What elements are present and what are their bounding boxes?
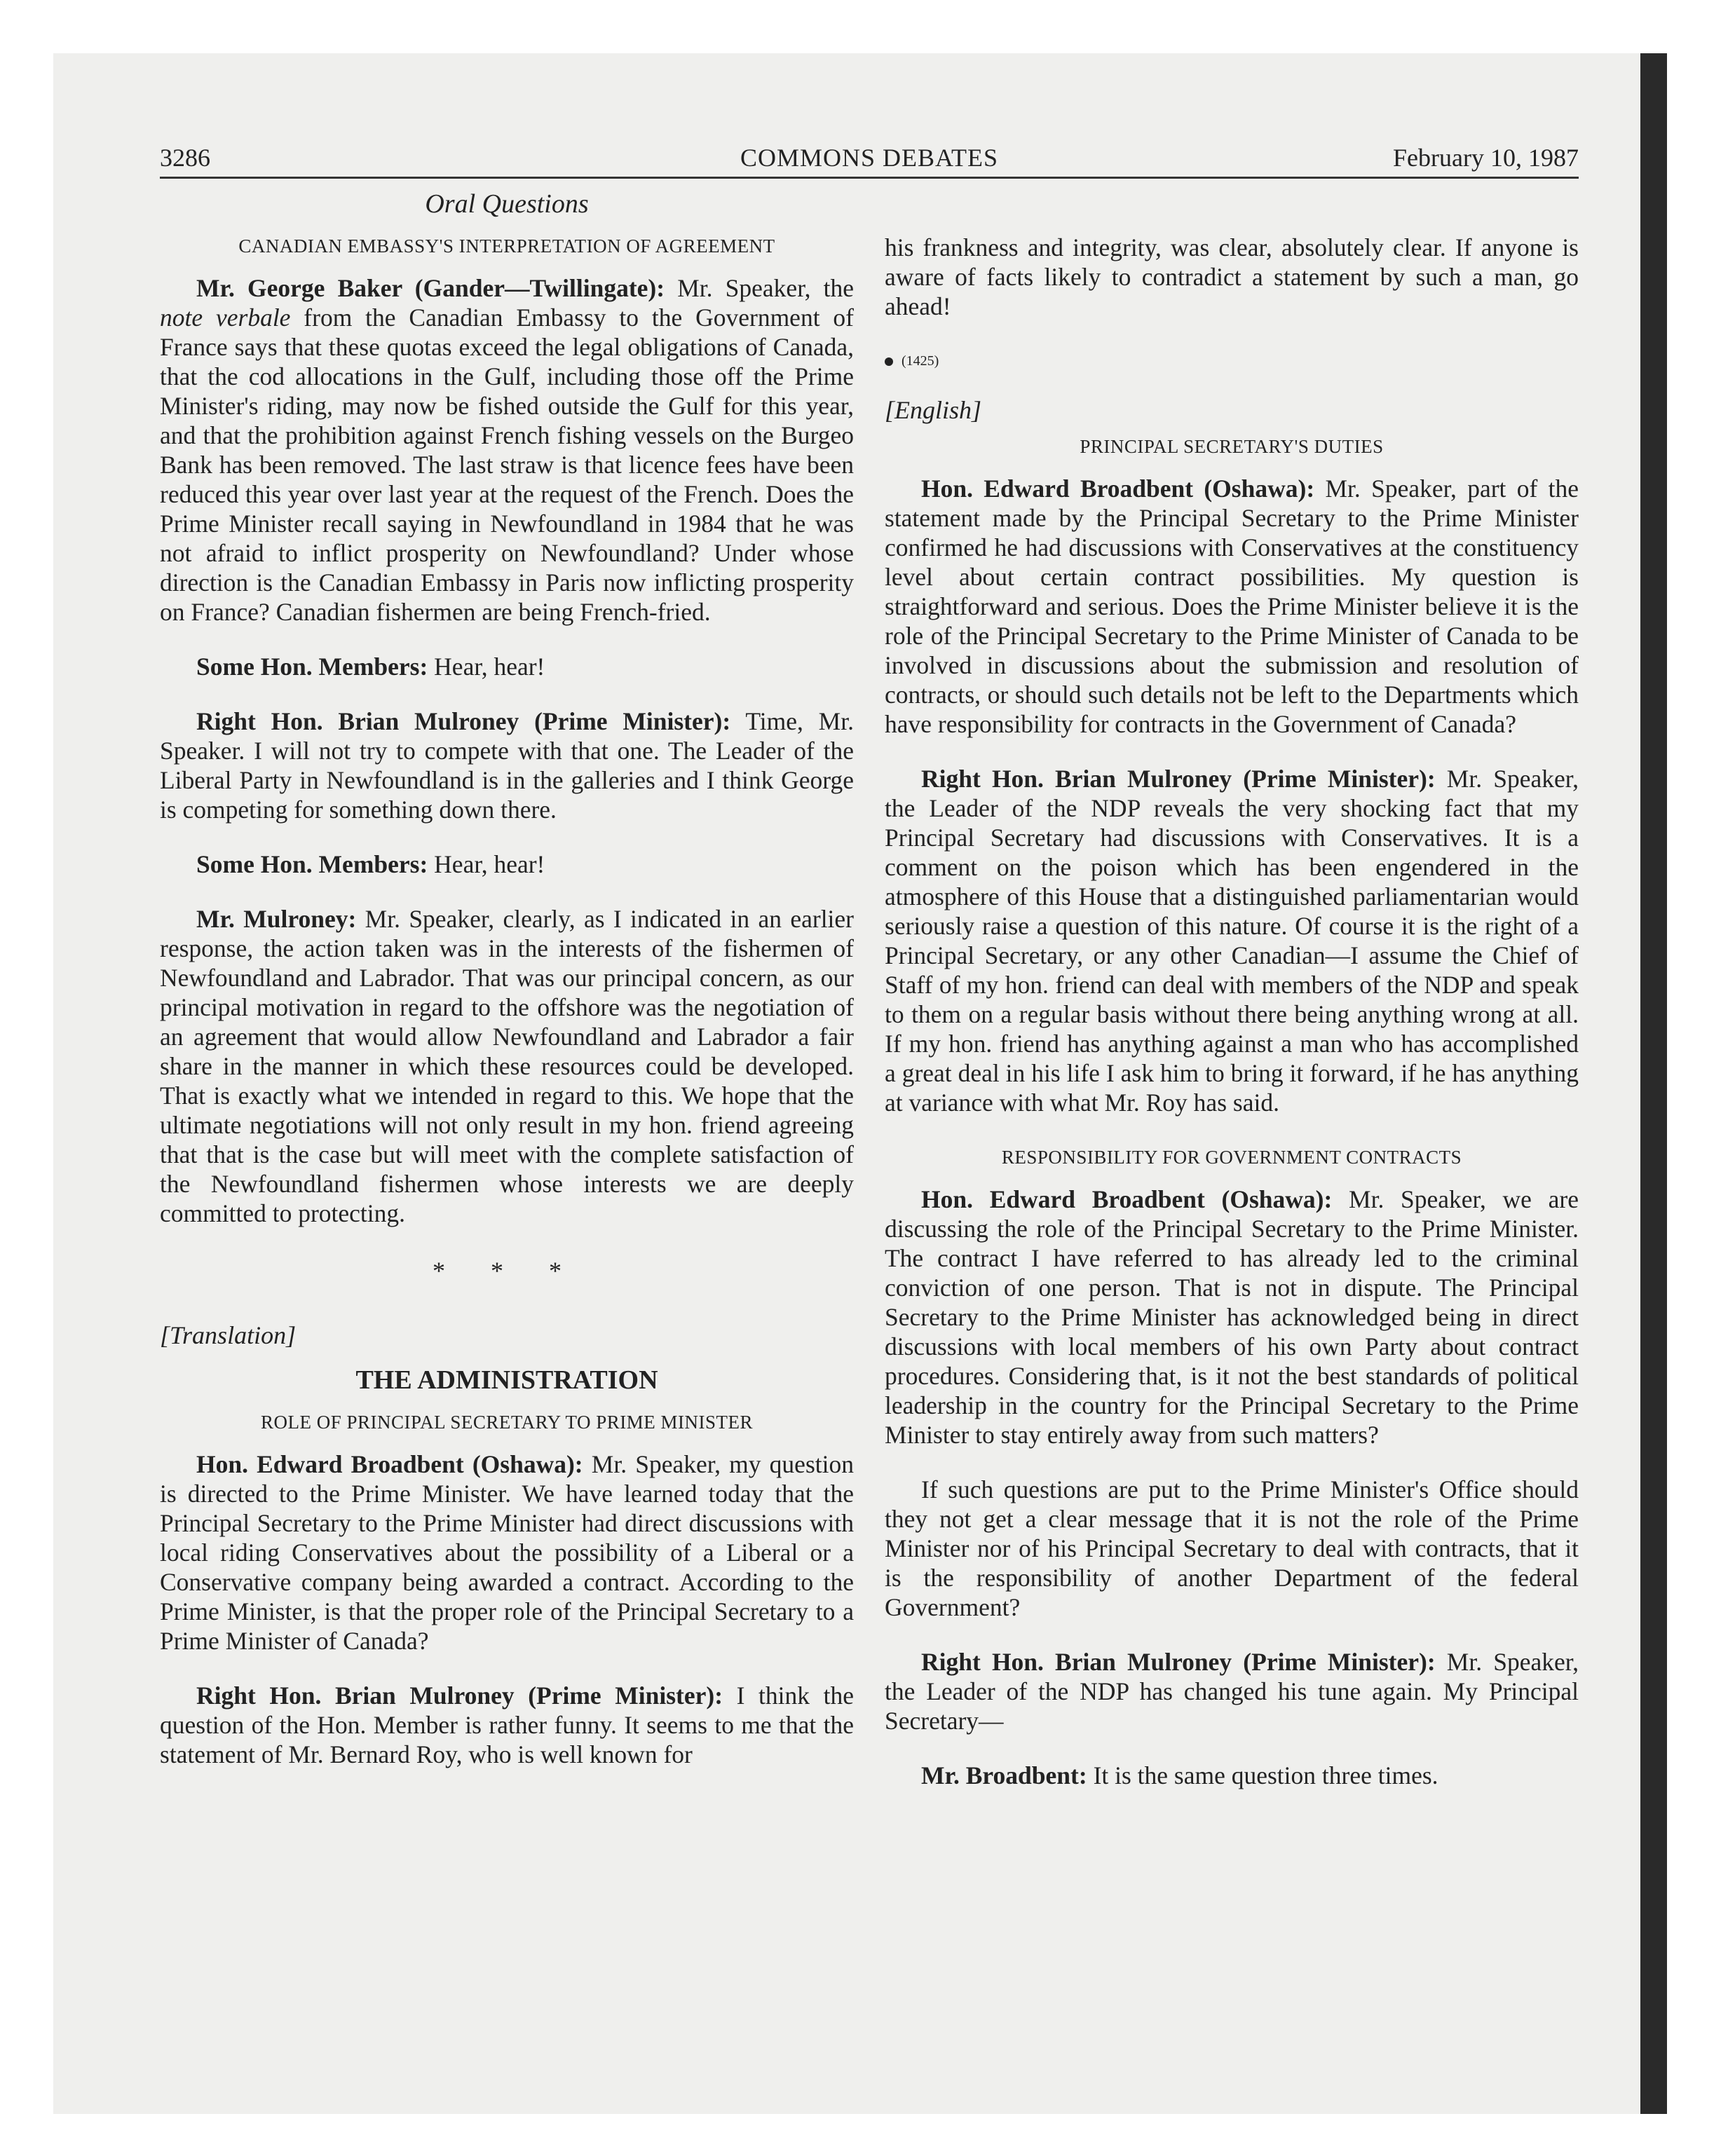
speech-text: Mr. Speaker, the Leader of the NDP reveals the very shocking fact that my Principal Secretary had discussions with Conservatives. It is a comment on the poison which has been engendered in the atmosphere of this House that a distinguished parliamentarian would seriously raise a question of this nature. Of course it is the right of a Principal Secretary, or any other Canadian—I assume the Chief of Staff of my hon. friend can deal with members of the NDP and speak to them on a regular basis without there being anything wrong at all. If my hon. friend has anything against a man who has accomplished a great deal in his life I ask him to bring it forward, if he has anything at variance with what Mr. Roy has said. (885, 765, 1579, 1117)
subject-heading: ROLE OF PRINCIPAL SECRETARY TO PRIME MINISTER (261, 1412, 753, 1433)
speaker-name: Right Hon. Brian Mulroney (Prime Minister): (921, 765, 1436, 793)
timestamp (885, 346, 1579, 376)
speaker-name: Mr. Broadbent: (921, 1761, 1087, 1789)
speech-paragraph (160, 707, 854, 824)
speech-text: Hear, hear! (428, 653, 545, 681)
speech-paragraph (160, 904, 854, 1228)
publication-date: February 10, 1987 (1393, 144, 1579, 172)
section-label: Oral Questions (425, 189, 589, 219)
speech-paragraph (885, 474, 1579, 739)
speech-text: Hear, hear! (428, 850, 545, 878)
timestamp-text: (1425) (901, 353, 939, 369)
speaker-name: Right Hon. Brian Mulroney (Prime Minister): (196, 707, 731, 735)
bullet-icon (885, 357, 893, 366)
subject-heading: PRINCIPAL SECRETARY'S DUTIES (1080, 436, 1384, 457)
section-divider: * * * (433, 1257, 581, 1285)
speaker-name: Some Hon. Members: (196, 653, 428, 681)
major-heading: THE ADMINISTRATION (355, 1365, 658, 1395)
speech-text: Mr. Speaker, the Leader of the NDP has changed his tune again. My Principal Secretary— (885, 1648, 1579, 1735)
speaker-name: Hon. Edward Broadbent (Oshawa): (921, 475, 1315, 503)
speech-text: Mr. Speaker, part of the statement made by the Principal Secretary to the Prime Minister confirmed he had discussions with Conservatives at the constituency level about certain contract possibilities. My question is straightforward and serious. Does the Prime Minister believe it is the role of the Principal Secretary to the Prime Minister of Canada to be involved in discussions about the submission and resolution of contracts, or should such details not be left to the Departments which have responsibility for contracts in the Government of Canada? (885, 475, 1579, 738)
speech-text: Time, Mr. Speaker. I will not try to compete with that one. The Leader of the Liberal Party in Newfoundland is in the galleries and I think George is competing for something down there. (160, 707, 854, 824)
speech-text: Mr. Speaker, clearly, as I indicated in an earlier response, the action taken was in the interests of the fishermen of Newfoundland and Labrador. That was our principal concern, as our principal motivation in regard to the offshore was the negotiation of an agreement that would allow Newfoundland and Labrador a fair share in the manner in which these resources could be developed. That is exactly what we intended in regard to this. We hope that the ultimate negotiations will not only result in my hon. friend agreeing that that is the case but will meet with the complete satisfaction of the Newfoundland fishermen whose interests we are deeply committed to protecting. (160, 905, 854, 1227)
subject-heading: CANADIAN EMBASSY'S INTERPRETATION OF AGREEMENT (238, 236, 775, 257)
speech-paragraph (885, 1647, 1579, 1735)
speech-paragraph (885, 1185, 1579, 1449)
speaker-name: Hon. Edward Broadbent (Oshawa): (196, 1450, 583, 1478)
speech-paragraph (160, 1681, 854, 1769)
speech-paragraph (160, 273, 854, 627)
speech-paragraph (885, 1761, 1579, 1790)
speaker-name: Mr. Mulroney: (196, 905, 357, 933)
speech-text: It is the same question three times. (1087, 1761, 1438, 1789)
page-number: 3286 (160, 144, 210, 172)
speaker-name: Right Hon. Brian Mulroney (Prime Minister): (921, 1648, 1436, 1676)
speaker-name: Mr. George Baker (Gander—Twillingate): (196, 274, 665, 302)
speech-text: Mr. Speaker, we are discussing the role of the Principal Secretary to the Prime Minister. The contract I have referred to has already led to the criminal conviction of one person. That is not in dispute. The Principal Secretary to the Prime Minister has acknowledged being in direct discussions with local members of his own Party about contract procedures. Considering that, is it not the best standards of political leadership in the country for the Principal Secretary to the Prime Minister to stay entirely away from such matters? (885, 1185, 1579, 1449)
speaker-name: Right Hon. Brian Mulroney (Prime Minister): (196, 1681, 723, 1710)
speech-paragraph (885, 764, 1579, 1117)
speech-paragraph-continued: his frankness and integrity, was clear, absolutely clear. If anyone is aware of facts likely to contradict a statement by such a man, go ahead! (885, 233, 1579, 320)
speech-text: Mr. Speaker, my question is directed to the Prime Minister. We have learned today that the Principal Secretary to the Prime Minister had direct discussions with local riding Conservatives about the possibility of a Liberal or a Conservative company being awarded a contract. According to the Prime Minister, is that the proper role of the Principal Secretary to a Prime Minister of Canada? (160, 1450, 854, 1655)
publication-title: COMMONS DEBATES (740, 144, 999, 172)
speaker-name: Hon. Edward Broadbent (Oshawa): (921, 1185, 1333, 1213)
speech-text: from the Canadian Embassy to the Government of France says that these quotas exceed the legal obligations of Canada, that the cod allocations in the Gulf, including those off the Prime Minister's riding, may now be fished outside the Gulf for this year, and that the prohibition against French fishing vessels on the Burgeo Bank has been removed. The last straw is that licence fees have been reduced this year over last year at the request of the French. Does the Prime Minister recall saying in Newfoundland in 1984 that he was not afraid to inflict prosperity on Newfoundland? Under whose direction is the Canadian Embassy in Paris now inflicting prosperity on France? Canadian fishermen are being French-fried. (160, 303, 854, 626)
speech-paragraph (160, 850, 854, 879)
translation-label: [Translation] (160, 1321, 297, 1349)
speech-text: Mr. Speaker, the (665, 274, 854, 302)
right-column (885, 233, 1579, 1815)
speech-text: I think the question of the Hon. Member is rather funny. It seems to me that the statement of Mr. Bernard Roy, who is well known for (160, 1681, 854, 1768)
speech-paragraph: If such questions are put to the Prime Minister's Office should they not get a clear message that it is not the role of the Prime Minister nor of his Principal Secretary to deal with contracts, that it is the responsibility of another Department of the federal Government? (885, 1475, 1579, 1621)
left-column (160, 189, 854, 1794)
scan-edge-bar (1640, 53, 1667, 2114)
speaker-name: Some Hon. Members: (196, 850, 428, 878)
italic-term: note verbale (160, 303, 291, 332)
speech-paragraph (160, 652, 854, 681)
subject-heading: RESPONSIBILITY FOR GOVERNMENT CONTRACTS (1001, 1147, 1462, 1168)
page-header (160, 137, 1579, 179)
speech-paragraph (160, 1449, 854, 1656)
english-label: [English] (885, 396, 982, 424)
